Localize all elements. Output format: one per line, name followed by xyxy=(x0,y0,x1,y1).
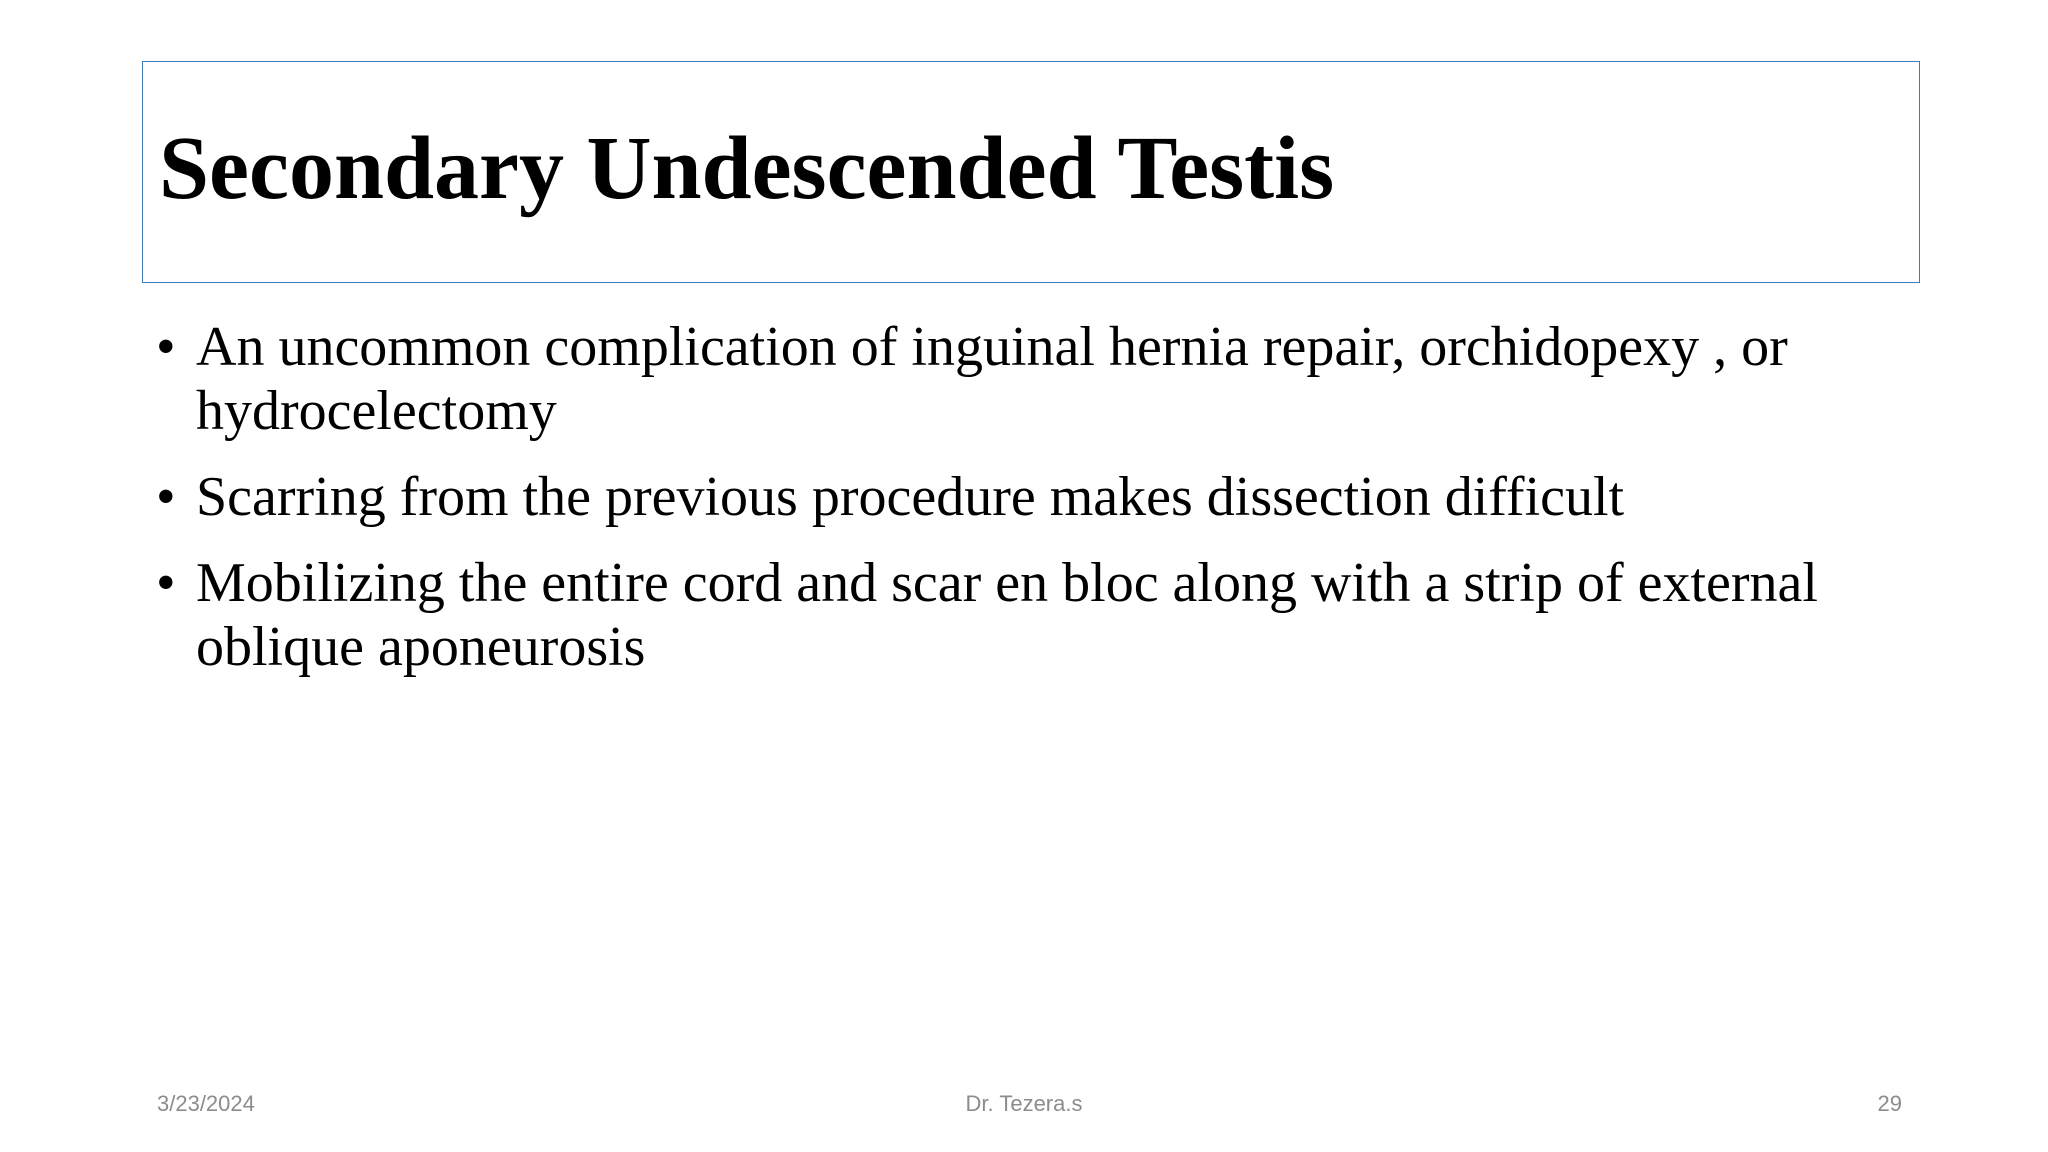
bullet-item xyxy=(150,551,1910,679)
bullet-item xyxy=(150,315,1910,443)
slide-title: Secondary Undescended Testis xyxy=(159,119,1335,218)
footer-date: 3/23/2024 xyxy=(157,1091,255,1116)
bullet-marker: • xyxy=(156,316,176,378)
bullet-item xyxy=(150,465,1910,529)
slide-number: 29 xyxy=(1877,1091,1902,1116)
footer-author: Dr. Tezera.s xyxy=(965,1091,1083,1116)
bullet-text: Scarring from the previous procedure makes dissection difficult xyxy=(196,466,1625,528)
bullet-marker: • xyxy=(156,466,176,528)
bullet-list xyxy=(150,315,1910,701)
bullet-text: Mobilizing the entire cord and scar en bloc along with a strip of external oblique aponeurosis xyxy=(196,552,1818,678)
bullet-marker: • xyxy=(156,552,176,614)
title-placeholder xyxy=(142,61,1920,283)
bullet-text: An uncommon complication of inguinal hernia repair, orchidopexy , or hydrocelectomy xyxy=(196,316,1788,442)
